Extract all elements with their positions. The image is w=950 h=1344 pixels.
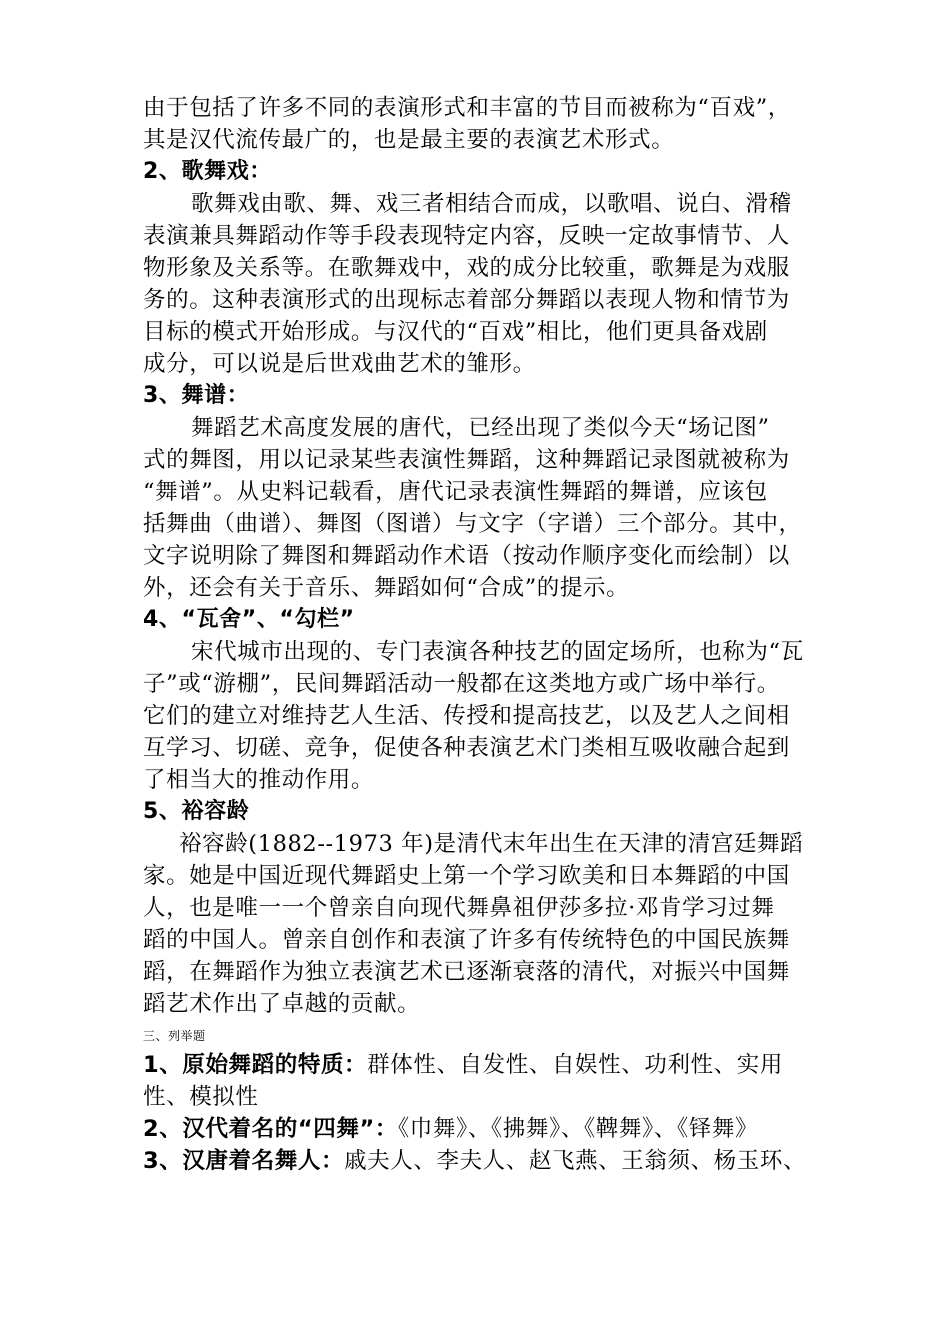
list-item-label: 1、原始舞蹈的特质： (143, 1052, 368, 1078)
paragraph-line: 物形象及关系等。在歌舞戏中，戏的成分比较重，歌舞是为戏服 (143, 255, 790, 281)
paragraph-line: 文字说明除了舞图和舞蹈动作术语（按动作顺序变化而绘制）以 (143, 543, 790, 569)
paragraph-line: 它们的建立对维持艺人生活、传授和提高技艺，以及艺人之间相 (143, 703, 790, 729)
paragraph-line: 子”或“游棚”，民间舞蹈活动一般都在这类地方或广场中举行。 (143, 671, 780, 697)
document-page (143, 92, 815, 1177)
paragraph-line: 蹈艺术作出了卓越的贡献。 (143, 991, 421, 1017)
list-item-famous-dancers (143, 1145, 815, 1177)
list-item-label: 3、汉唐着名舞人： (143, 1148, 345, 1174)
list-item-text: 戚夫人、李夫人、赵飞燕、王翁须、杨玉环、 (344, 1148, 807, 1174)
list-item-text: 《巾舞》、《拂舞》、《鞞舞》、《铎舞》 (397, 1116, 759, 1142)
paragraph-line: 蹈的中国人。曾亲自创作和表演了许多有传统特色的中国民族舞 (143, 927, 790, 953)
list-item-primitive-dance (143, 1049, 815, 1081)
intro-line: 其是汉代流传最广的，也是最主要的表演艺术形式。 (143, 127, 675, 153)
paragraph-line: 舞蹈艺术高度发展的唐代，已经出现了类似今天“场记图” (191, 415, 770, 441)
paragraph-line: 式的舞图，用以记录某些表演性舞蹈，这种舞蹈记录图就被称为 (143, 447, 790, 473)
paragraph-line: 歌舞戏由歌、舞、戏三者相结合而成，以歌唱、说白、滑稽 (191, 191, 792, 217)
part-heading-enumeration: 三、列举题 (143, 1029, 206, 1043)
paragraph-line: 家。她是中国近现代舞蹈史上第一个学习欧美和日本舞蹈的中国 (143, 863, 790, 889)
section-heading-dance-notation: 3、舞谱： (143, 383, 250, 408)
paragraph-line: 人，也是唯一一个曾亲自向现代舞鼻祖伊莎多拉·邓肯学习过舞 (143, 895, 775, 921)
section-heading-yu-rongling: 5、裕容龄 (143, 799, 250, 824)
list-item-label: 2、汉代着名的“四舞”： (143, 1116, 398, 1142)
paragraph-line: “舞谱”。从史料记载看，唐代记录表演性舞蹈的舞谱，应该包 (143, 479, 768, 505)
paragraph-line: 表演兼具舞蹈动作等手段表现特定内容，反映一定故事情节、人 (143, 223, 790, 249)
paragraph-line: 括舞曲（曲谱）、舞图（图谱）与文字（字谱）三个部分。其中， (143, 511, 802, 537)
intro-line: 由于包括了许多不同的表演形式和丰富的节目而被称为“百戏”， (143, 95, 791, 121)
paragraph-line: 成分，可以说是后世戏曲艺术的雏形。 (143, 351, 536, 377)
paragraph-line: 了相当大的推动作用。 (143, 767, 375, 793)
section-heading-washe-goulan: 4、“瓦舍”、“勾栏” (143, 607, 355, 632)
paragraph-line: 互学习、切磋、竞争，促使各种表演艺术门类相互吸收融合起到 (143, 735, 790, 761)
list-item-four-dances (143, 1113, 815, 1145)
paragraph-line: 目标的模式开始形成。与汉代的“百戏”相比，他们更具备戏剧 (143, 319, 768, 345)
paragraph-line: 外，还会有关于音乐、舞蹈如何“合成”的提示。 (143, 575, 630, 601)
section-heading-song-dance-drama: 2、歌舞戏： (143, 159, 272, 184)
paragraph-line: 宋代城市出现的、专门表演各种技艺的固定场所，也称为“瓦 (191, 639, 804, 665)
paragraph-line: 裕容龄(1882--1973 年)是清代末年出生在天津的清宫廷舞蹈 (179, 831, 804, 857)
paragraph-line: 务的。这种表演形式的出现标志着部分舞蹈以表现人物和情节为 (143, 287, 790, 313)
list-item-continuation: 性、模拟性 (143, 1084, 259, 1110)
list-item-text: 群体性、自发性、自娱性、功利性、实用 (367, 1052, 783, 1078)
paragraph-line: 蹈，在舞蹈作为独立表演艺术已逐渐衰落的清代，对振兴中国舞 (143, 959, 790, 985)
